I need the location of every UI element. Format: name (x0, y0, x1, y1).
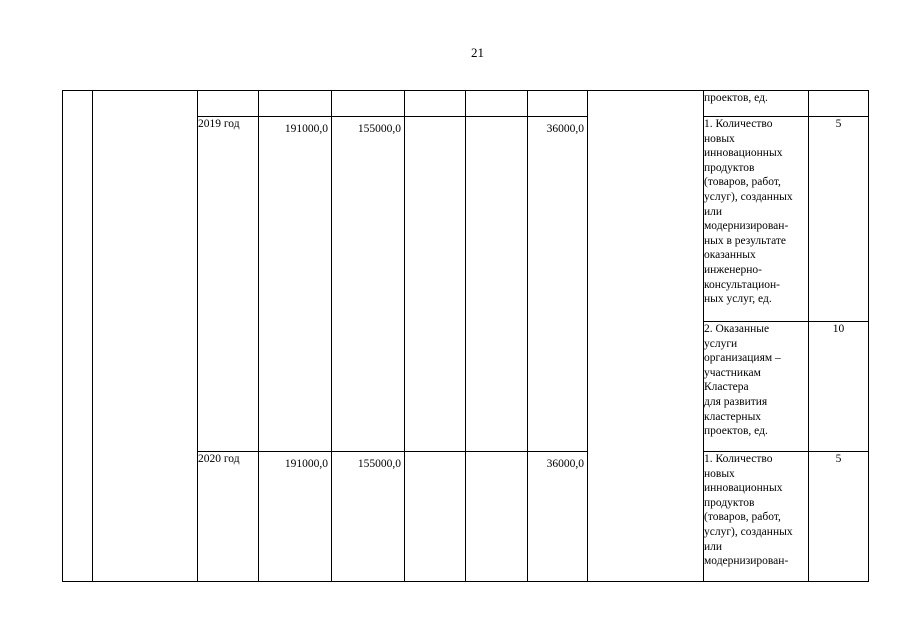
indicator-cell: 1. Количество новых инновационных продуктов (товаров, работ, услуг), созданных или модернизирован- ных в результате оказанных инженерно- консультацион- ных услуг, ед. (704, 117, 809, 322)
budget-cell: 155000,0 (332, 117, 405, 452)
extra-funding-cell (528, 91, 588, 117)
year-cell (198, 91, 259, 117)
target-value-cell: 10 (809, 322, 869, 452)
target-value-cell: 5 (809, 452, 869, 582)
year-cell: 2019 год (198, 117, 259, 452)
number-cell (63, 91, 93, 582)
total-cell: 191000,0 (259, 452, 332, 582)
target-value-cell (809, 91, 869, 117)
funding-cell (466, 452, 528, 582)
event-name-cell (93, 91, 198, 582)
extra-funding-cell: 36000,0 (528, 452, 588, 582)
target-value-cell: 5 (809, 117, 869, 322)
page-number: 21 (471, 45, 484, 60)
indicator-cell: 2. Оказанные услуги организациям – участникам Кластера для развития кластерных проектов, ед. (704, 322, 809, 452)
year-cell: 2020 год (198, 452, 259, 582)
extra-funding-cell: 36000,0 (528, 117, 588, 452)
table-row (63, 91, 869, 117)
total-cell (259, 91, 332, 117)
budget-cell (332, 91, 405, 117)
funding-cell (466, 117, 528, 452)
indicator-cell: 1. Количество новых инновационных продуктов (товаров, работ, услуг), созданных или модернизирован- (704, 452, 809, 582)
indicator-cell: проектов, ед. (704, 91, 809, 117)
funding-cell (466, 91, 528, 117)
funding-cell (405, 452, 466, 582)
funding-cell (405, 91, 466, 117)
total-cell: 191000,0 (259, 117, 332, 452)
program-table (62, 90, 869, 582)
budget-cell: 155000,0 (332, 452, 405, 582)
funding-cell (405, 117, 466, 452)
executor-cell (588, 91, 704, 582)
